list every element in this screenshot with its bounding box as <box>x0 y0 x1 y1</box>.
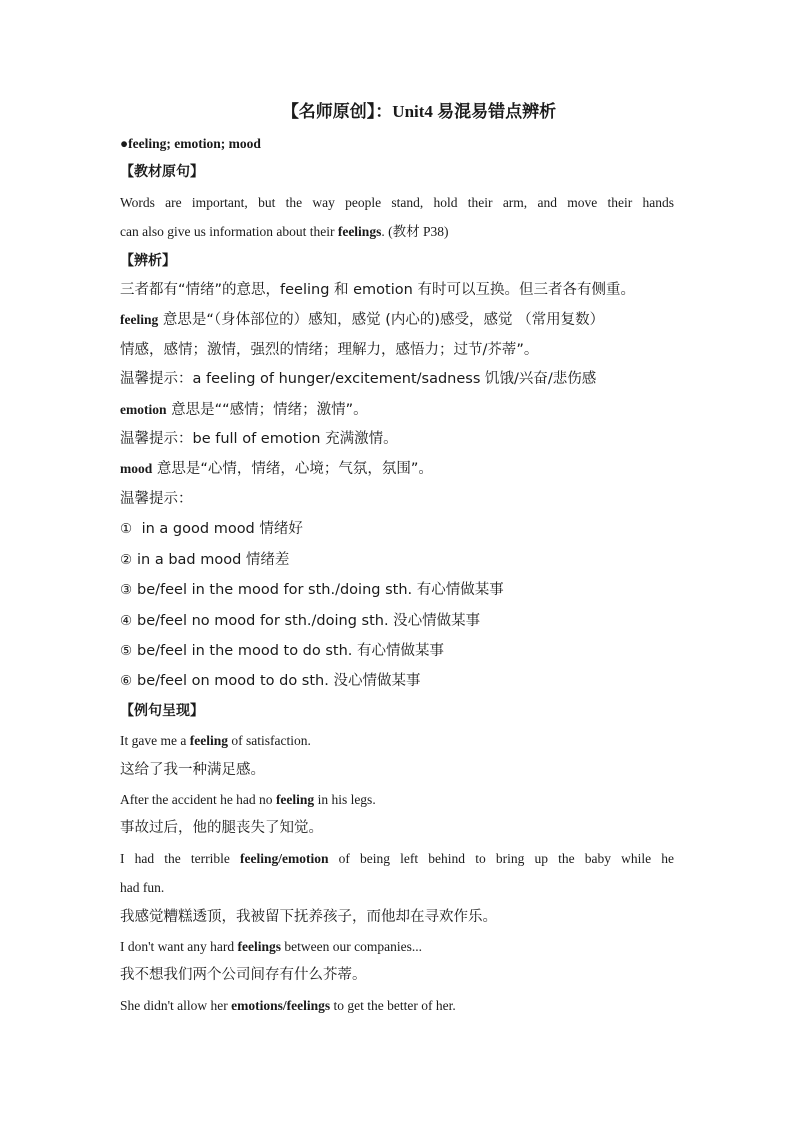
document-content <box>120 98 674 1020</box>
mood-tip-item <box>120 514 674 544</box>
example-text: of being left behind to bring up the baby while he <box>328 850 674 866</box>
example-5-en <box>120 991 674 1020</box>
mood-tip-number: ④ <box>120 612 133 628</box>
mood-tip-number: ② <box>120 551 133 567</box>
mood-tip-text: in a good mood 情绪好 <box>137 521 303 538</box>
textbook-sentence-post: . (教材 P38) <box>381 224 449 240</box>
emotion-definition-text: 意思是““感情；情绪；激情”。 <box>166 401 368 418</box>
analysis-intro: 三者都有“情绪”的意思，feeling 和 emotion 有时可以互换。但三者各有侧重。 <box>120 282 635 299</box>
section-examples-heading: 【例句呈现】 <box>120 702 204 719</box>
example-text: After the accident he had no <box>120 791 276 807</box>
example-keyword: feeling/emotion <box>240 850 329 866</box>
tip-mood: 温馨提示： <box>120 490 193 507</box>
example-3-en-line-1 <box>120 844 674 873</box>
example-keyword: emotions/feelings <box>231 997 331 1013</box>
mood-definition-text: 意思是“心情，情绪，心境；气氛，氛围”。 <box>152 461 433 478</box>
feeling-definition-line-2: 情感，感情；激情，强烈的情绪；理解力，感悟力；过节/芥蒂”。 <box>120 341 539 358</box>
example-text: She didn't allow her <box>120 997 232 1013</box>
example-2-en <box>120 785 674 814</box>
mood-tip-number: ⑤ <box>120 642 133 658</box>
feeling-keyword: feeling <box>120 312 159 328</box>
example-text: It gave me a <box>120 733 190 749</box>
textbook-sentence-line-1: Words are important, but the way people stand, hold their arm, and move their hands <box>120 194 674 210</box>
example-3-cn: 我感觉糟糕透顶，我被留下抚养孩子，而他却在寻欢作乐。 <box>120 908 497 925</box>
mood-tip-number: ① <box>120 521 133 537</box>
example-3-en-line-2: had fun. <box>120 880 165 896</box>
example-2-cn: 事故过后，他的腿丧失了知觉。 <box>120 820 323 837</box>
section-analysis-heading: 【辨析】 <box>120 252 176 269</box>
example-4-en <box>120 932 674 961</box>
example-text: in his legs. <box>314 791 376 807</box>
mood-tip-text: be/feel in the mood to do sth. 有心情做某事 <box>137 642 445 659</box>
mood-keyword: mood <box>120 461 153 477</box>
mood-definition <box>120 454 674 484</box>
example-keyword: feeling <box>189 733 228 749</box>
example-4-cn: 我不想我们两个公司间存有什么芥蒂。 <box>120 967 367 984</box>
tip-feeling: 温馨提示：a feeling of hunger/excitement/sadness 饥饿/兴奋/悲伤感 <box>120 371 597 388</box>
example-1-en <box>120 726 674 755</box>
mood-tip-item <box>120 575 674 605</box>
tip-emotion: 温馨提示：be full of emotion 充满激情。 <box>120 431 398 448</box>
example-keyword: feelings <box>237 938 282 954</box>
example-text: of satisfaction. <box>227 733 311 749</box>
mood-tip-item <box>120 545 674 575</box>
emotion-keyword: emotion <box>120 401 167 417</box>
mood-tip-text: be/feel no mood for sth./doing sth. 没心情做某事 <box>137 612 481 629</box>
textbook-sentence-keyword: feelings <box>337 224 382 240</box>
mood-tip-text: be/feel on mood to do sth. 没心情做某事 <box>137 673 421 690</box>
example-1-cn: 这给了我一种满足感。 <box>120 761 265 778</box>
mood-tip-item <box>120 666 674 696</box>
textbook-sentence-pre: can also give us information about their <box>120 224 338 240</box>
mood-tip-item <box>120 636 674 666</box>
mood-tip-text: in a bad mood 情绪差 <box>137 551 290 568</box>
section-textbook-heading: 【教材原句】 <box>120 164 204 181</box>
feeling-definition-1: 意思是“（身体部位的）感知，感觉 (内心的)感受，感觉 （常用复数） <box>158 312 605 329</box>
example-text: I had the terrible <box>120 850 241 866</box>
feeling-definition-line-1 <box>120 305 674 335</box>
mood-tip-number: ⑥ <box>120 673 133 689</box>
mood-tip-text: be/feel in the mood for sth./doing sth. 有心情做某事 <box>137 582 504 599</box>
textbook-sentence-line-2 <box>120 217 674 246</box>
example-text: between our companies... <box>281 938 422 954</box>
emotion-definition <box>120 395 674 425</box>
example-text: I don't want any hard <box>120 938 238 954</box>
document-title: 【名师原创】：Unit4 易混易错点辨析 <box>281 102 557 121</box>
mood-tip-number: ③ <box>120 582 133 598</box>
mood-tip-item <box>120 606 674 636</box>
example-text: to get the better of her. <box>330 997 456 1013</box>
example-keyword: feeling <box>275 791 315 807</box>
topic-heading: ●feeling; emotion; mood <box>120 136 261 151</box>
